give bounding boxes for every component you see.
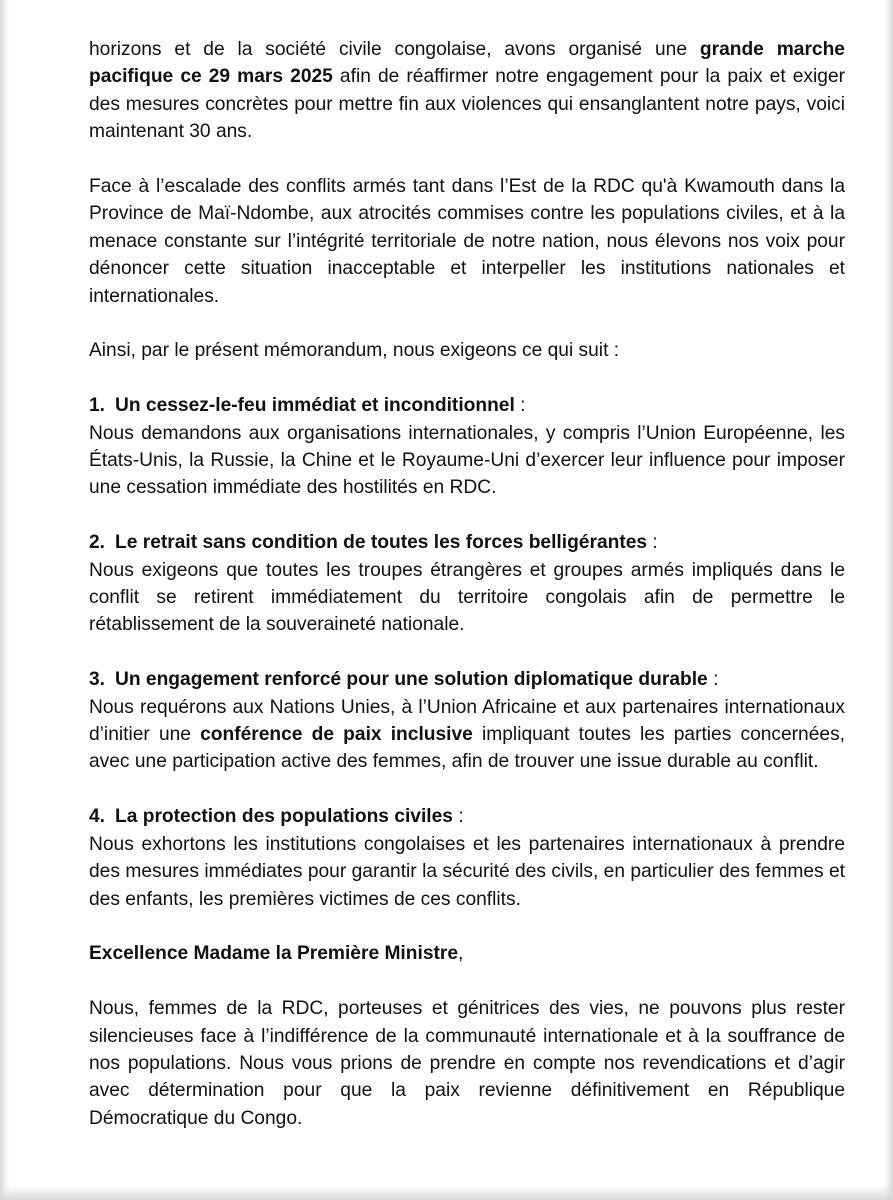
salutation bbox=[89, 940, 845, 967]
salutation-comma: , bbox=[458, 943, 464, 965]
demand-item-3 bbox=[89, 666, 845, 776]
closing-paragraph: Nous, femmes de la RDC, porteuses et génitrices des vies, ne pouvons plus rester silencieuses face à l’indifférence de la communauté internationale et à la souffrance de nos populations. Nous vous prions de prendre en compte nos revendications et d’agir avec détermination pour que la paix revienne définitivement en République Démocratique du Congo. bbox=[89, 998, 845, 1129]
demand-heading bbox=[89, 392, 845, 419]
demand-item-4 bbox=[89, 803, 845, 913]
demand-body-bold: conférence de paix inclusive bbox=[200, 724, 473, 746]
demand-number: 4. bbox=[89, 806, 106, 828]
demand-body-part-1: Nous requérons aux Nations Unies, à l’Union Africaine et aux partenaires internationaux d’initier une bbox=[89, 696, 845, 746]
demand-body: Nous exigeons que toutes les troupes étrangères et groupes armés impliqués dans le conflit se retirent immédiatement du territoire congolais afin de permettre le rétablissement de la souveraineté nationale. bbox=[89, 559, 845, 636]
demand-colon: : bbox=[647, 532, 658, 554]
demand-heading bbox=[89, 803, 845, 830]
demand-number: 2. bbox=[89, 532, 106, 554]
demand-heading bbox=[89, 529, 845, 556]
context-paragraph: Face à l’escalade des conflits armés tant dans l’Est de la RDC qu'à Kwamouth dans la Province de Maï-Ndombe, aux atrocités commises contre les populations civiles, et à la menace constante sur l’intégrité territoriale de notre nation, nous élevons nos voix pour dénoncer cette situation inacceptable et interpeller les institutions nationales et internationales. bbox=[89, 176, 845, 307]
demand-colon: : bbox=[707, 669, 719, 691]
intro-text-1: horizons et de la société civile congolaise, avons organisé une bbox=[89, 39, 700, 60]
demand-colon: : bbox=[514, 395, 526, 417]
document-body bbox=[89, 36, 845, 1132]
demand-heading bbox=[89, 666, 845, 693]
intro-bold-march: grande marche pacifique ce 29 mars 2025 bbox=[89, 39, 845, 88]
demand-title: Le retrait sans condition de toutes les forces belligérantes bbox=[115, 532, 648, 554]
page-edge-right bbox=[883, 0, 893, 1200]
demands-intro: Ainsi, par le présent mémorandum, nous exigeons ce qui suit : bbox=[89, 340, 620, 362]
intro-text-2: afin de réaffirmer notre engagement pour la paix et exiger des mesures concrètes pour mettre fin aux violences qui ensanglantent notre pays, voici maintenant 30 ans. bbox=[89, 66, 846, 143]
demand-colon: : bbox=[452, 806, 464, 828]
demand-number: 1. bbox=[89, 395, 106, 417]
demand-title: La protection des populations civiles bbox=[115, 806, 453, 828]
demand-number: 3. bbox=[89, 669, 106, 691]
page-bottom-shade bbox=[0, 1186, 893, 1200]
demand-title: Un cessez-le-feu immédiat et inconditionnel bbox=[115, 395, 515, 417]
page-edge-left bbox=[0, 0, 10, 1200]
demand-body-part-2: impliquant toutes les parties concernées, avec une participation active des femmes, afin de trouver une issue durable au conflit. bbox=[89, 724, 845, 773]
demand-body bbox=[89, 697, 845, 773]
intro-paragraph bbox=[89, 36, 845, 146]
demand-body: Nous demandons aux organisations internationales, y compris l’Union Européenne, les États-Unis, la Russie, la Chine et le Royaume-Uni d’exercer leur influence pour imposer une cessation immédiate des hostilités en RDC. bbox=[89, 422, 845, 499]
demand-body: Nous exhortons les institutions congolaises et les partenaires internationaux à prendre des mesures immédiates pour garantir la sécurité des civils, en particulier des femmes et des enfants, les premières victimes de ces conflits. bbox=[89, 833, 845, 910]
salutation-title: Excellence Madame la Première Ministre bbox=[89, 943, 459, 965]
demand-item-2 bbox=[89, 529, 845, 639]
demand-title: Un engagement renforcé pour une solution diplomatique durable bbox=[115, 669, 708, 691]
demand-item-1 bbox=[89, 392, 845, 502]
